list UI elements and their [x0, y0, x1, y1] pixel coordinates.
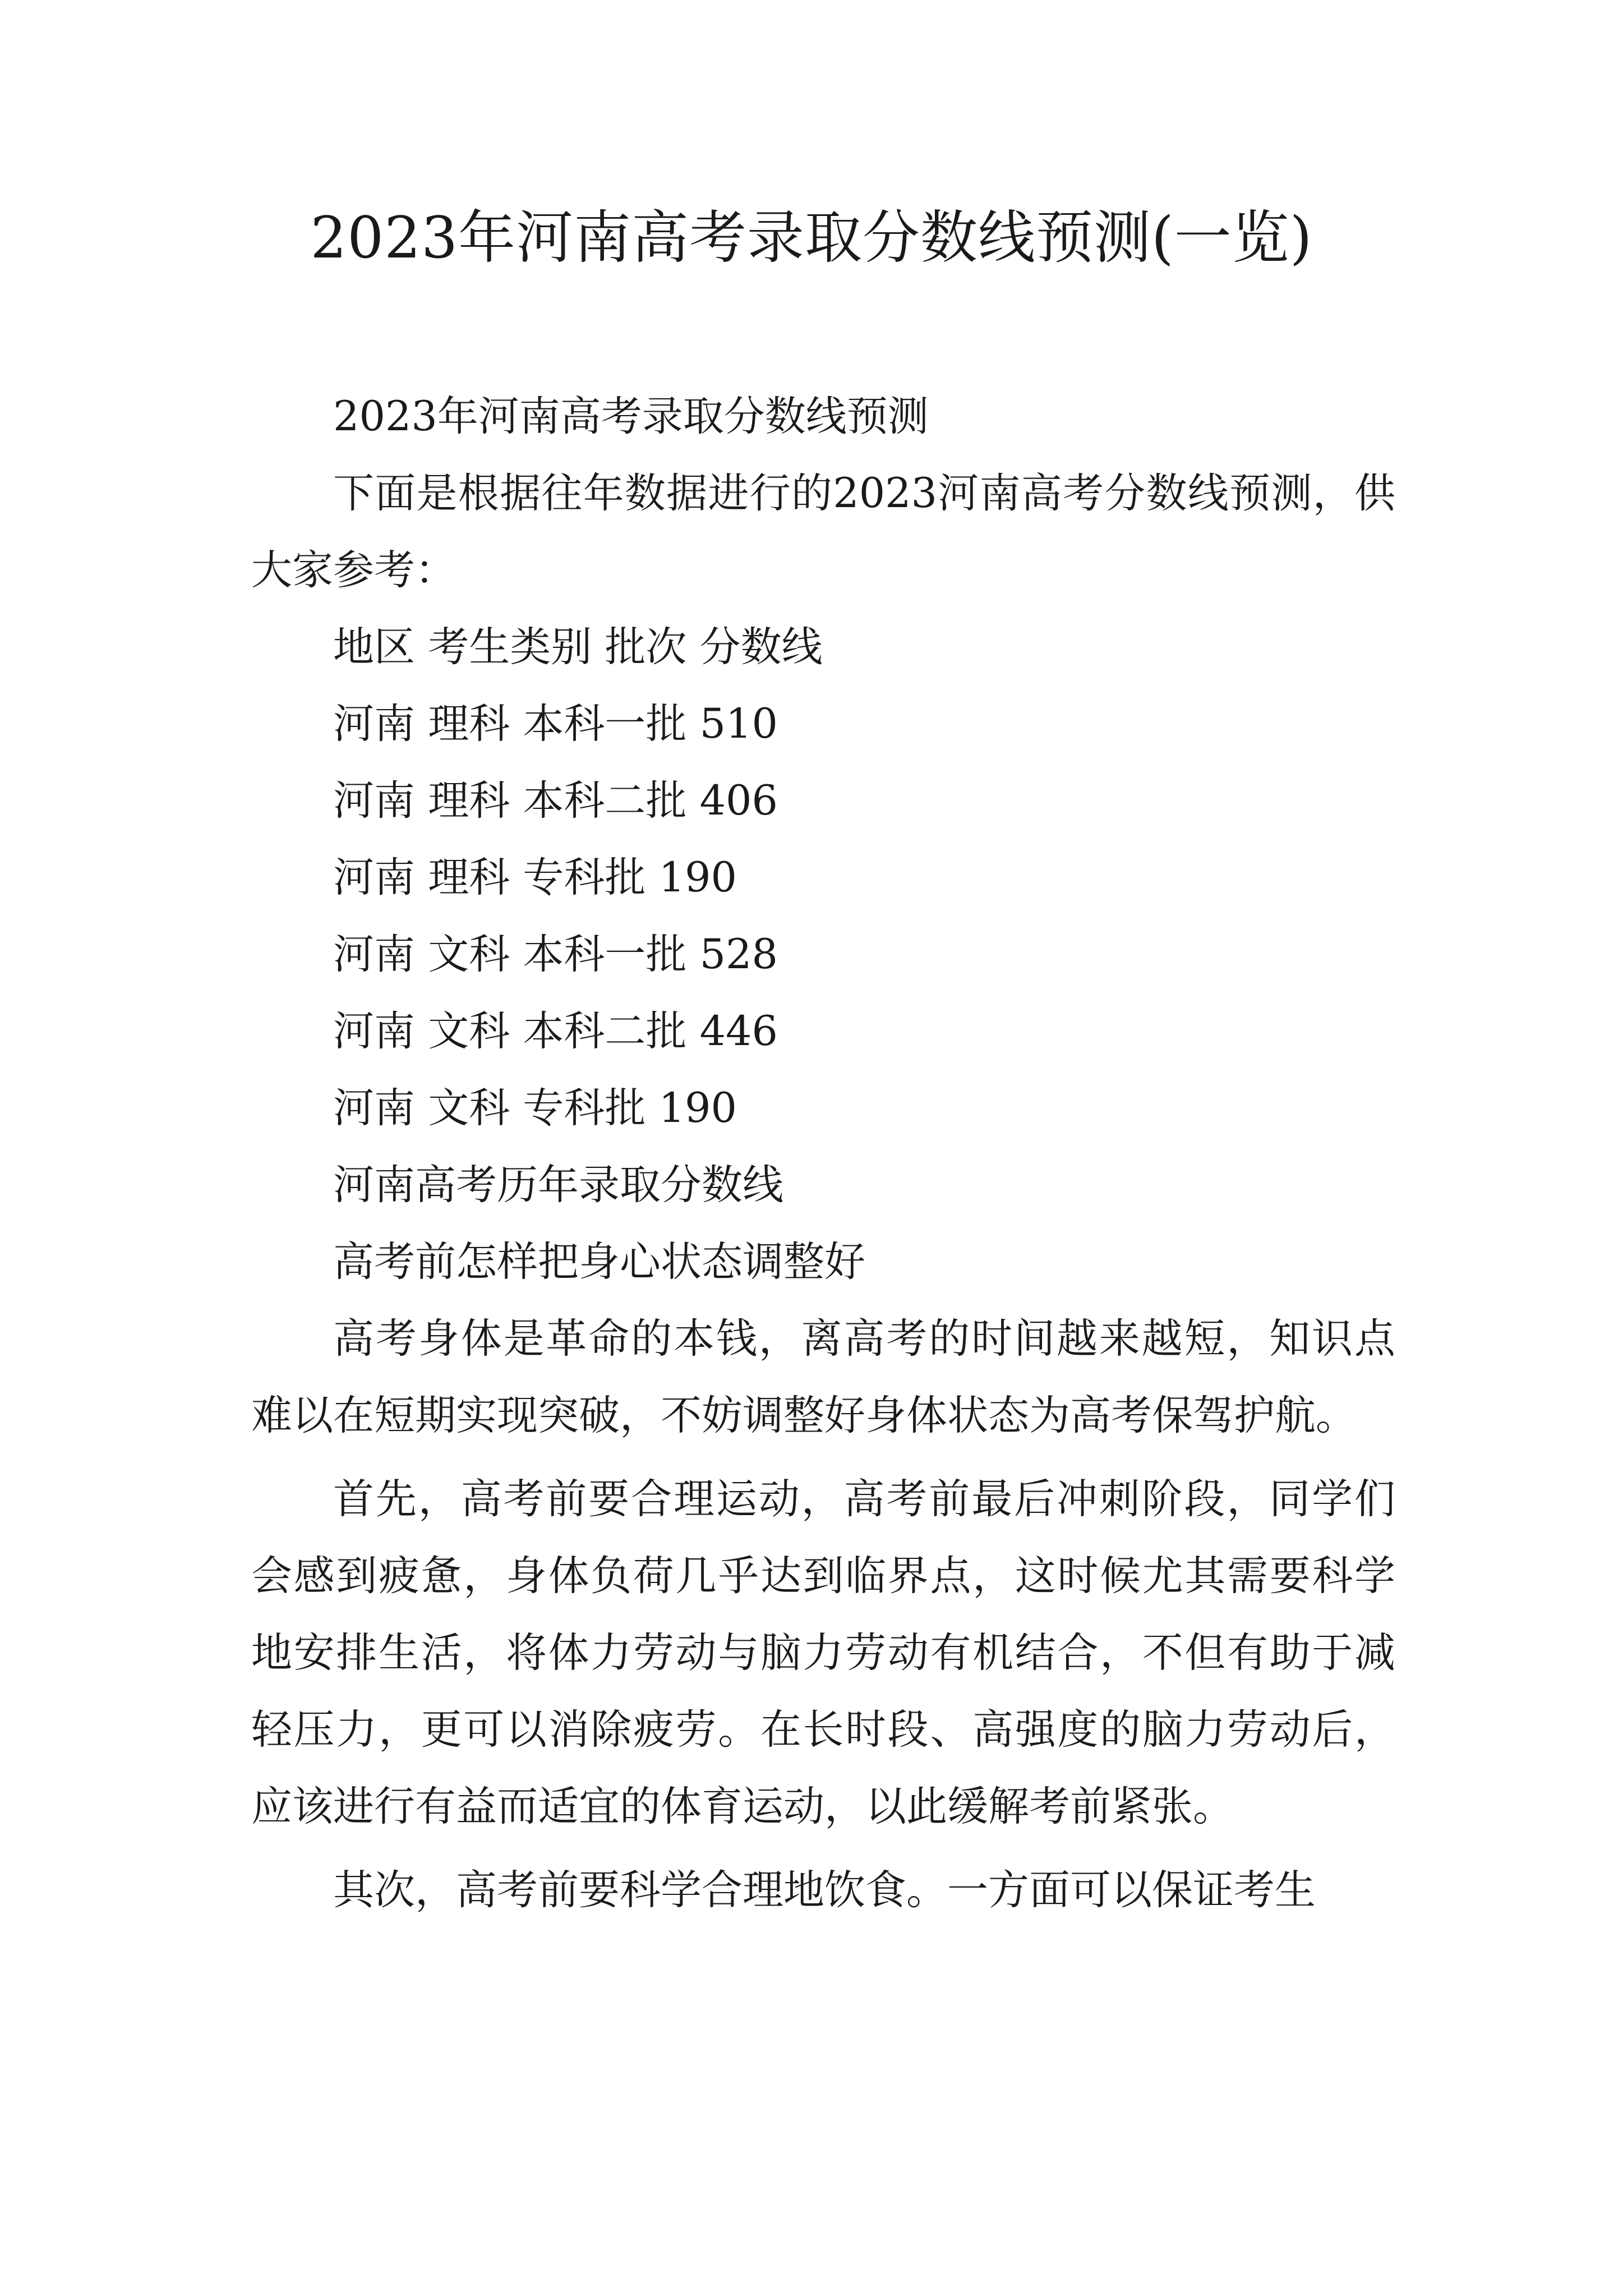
paragraph: 高考身体是革命的本钱，离高考的时间越来越短，知识点难以在短期实现突破，不妨调整好身体状态为高考保驾护航。 — [251, 1315, 1395, 1439]
paragraph-intro: 下面是根据往年数据进行的2023河南高考分数线预测，供大家参考： — [251, 470, 1395, 594]
score-row: 河南 理科 本科二批 406 — [333, 777, 778, 825]
paragraph: 首先，高考前要合理运动，高考前最后冲刺阶段，同学们会感到疲惫，身体负荷几乎达到临界点，这时候尤其需要科学地安排生活，将体力劳动与脑力劳动有机结合，不但有助于减轻压力，更可以消除疲劳。在长时段、高强度的脑力劳动后，应该进行有益而适宜的体育运动，以此缓解考前紧张。 — [251, 1475, 1395, 1830]
section-heading: 高考前怎样把身心状态调整好 — [333, 1238, 865, 1286]
score-row: 河南 理科 本科一批 510 — [333, 700, 778, 748]
paragraph: 其次，高考前要科学合理地饮食。一方面可以保证考生 — [333, 1866, 1316, 1914]
score-row: 河南 文科 本科二批 446 — [333, 1007, 778, 1055]
document-title: 2023年河南高考录取分数线预测(一览) — [310, 205, 1313, 272]
paragraph-subtitle: 2023年河南高考录取分数线预测 — [333, 393, 929, 440]
score-row: 河南 文科 本科一批 528 — [333, 931, 778, 978]
score-table-header: 地区 考生类别 批次 分数线 — [333, 623, 823, 671]
score-row: 河南 理科 专科批 190 — [333, 854, 737, 901]
section-heading: 河南高考历年录取分数线 — [333, 1161, 783, 1209]
score-row: 河南 文科 专科批 190 — [333, 1084, 737, 1132]
document-body — [251, 378, 1395, 1929]
